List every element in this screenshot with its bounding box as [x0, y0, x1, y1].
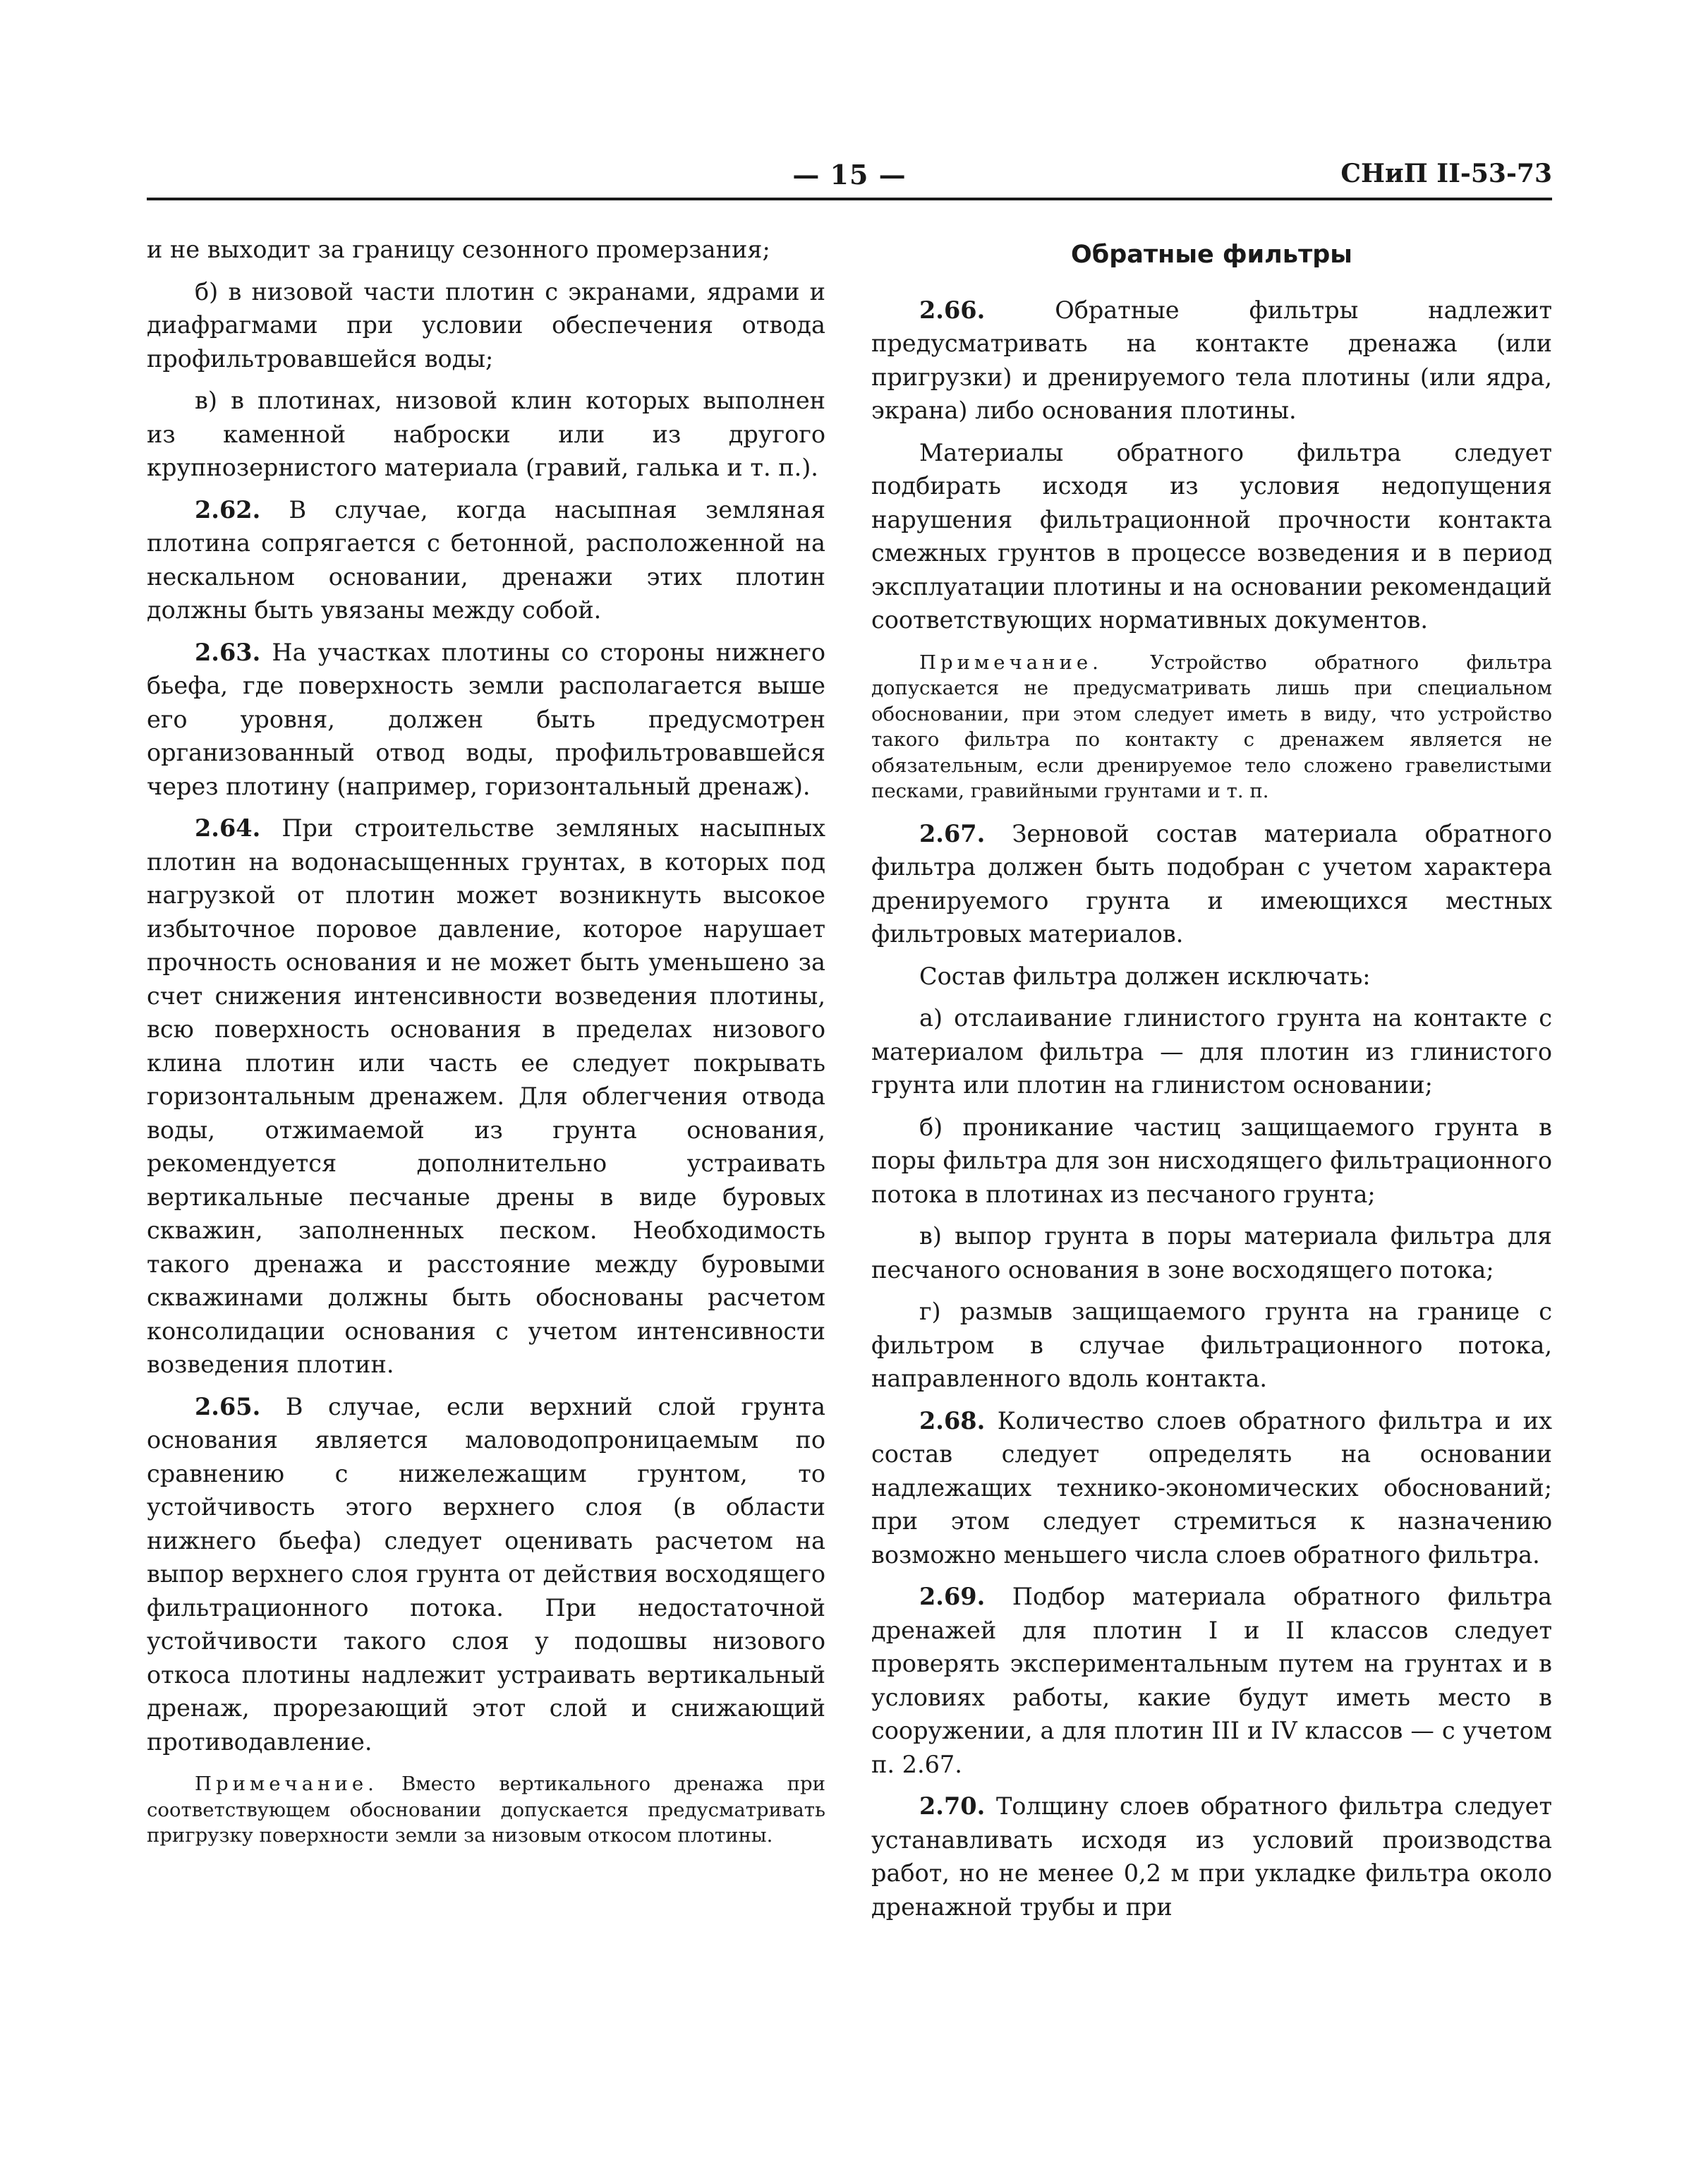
paragraph: Материалы обратного фильтра следует подбирать исходя из условия недопущения нарушения фильтрационной прочности контакта смежных грунтов в процессе возведения и в период эксплуатации плотины и на основании рекомендаций соответствующих нормативных документов.: [871, 438, 1552, 634]
clause-number: 2.63.: [195, 638, 261, 666]
clause-text: При строительстве земляных насыпных плотин на водонасыщенных грунтах, в которых под нагрузкой от плотин может возникнуть высокое избыточное поровое давление, которое нарушает прочность основания и не может быть уменьшено за счет снижения интенсивности возведения плотины, всю поверхность основания в пределах низового клина плотин или часть ее следует покрывать горизонтальным дренажем. Для облегчения отвода воды, отжимаемой из грунта основания, рекомендуется дополнительно устраивать вертикальные песчаные дрены в виде буровых скважин, заполненных песком. Необходимость такого дренажа и расстояние между буровыми скважинами должны быть обоснованы расчетом консолидации основания с учетом интенсивности возведения плотин.: [147, 814, 826, 1378]
clause-text: Зерновой состав материала обратного фильтра должен быть подобран с учетом характера дренируемого грунта и имеющихся местных фильтровых материалов.: [871, 819, 1552, 948]
paragraph: в) в плотинах, низовой клин которых выполнен из каменной наброски или из другого крупнозернистого материала (гравий, галька и т. п.).: [147, 387, 825, 481]
clause-text: В случае, если верхний слой грунта основания является маловодопроницаемым по сравнению с нижележащим грунтом, то устойчивость этого верхнего слоя (в области нижнего бьефа) следует оценивать расчетом на выпор верхнего слоя грунта от действия восходящего фильтрационного потока. При недостаточной устойчивости такого слоя у подошвы низового откоса плотины надлежит устраивать вертикальный дренаж, прорезающий этот слой и снижающий противодавление.: [147, 1392, 825, 1756]
clause-text: Количество слоев обратного фильтра и их состав следует определять на основании надлежащих технико-экономических обоснований; при этом следует стремиться к назначению возможно меньшего числа слоев обратного фильтра.: [871, 1406, 1552, 1569]
clause-2-65: [147, 1390, 825, 1759]
clause-number: 2.68.: [919, 1406, 986, 1435]
paragraph: Состав фильтра должен исключать:: [919, 962, 1371, 990]
paragraph: и не выходит за границу сезонного промерзания;: [147, 236, 770, 263]
note-label: Примечание.: [195, 1773, 378, 1795]
clause-text: Обратные фильтры надлежит предусматривать на контакте дренажа (или пригрузки) и дренируемого тела плотины (или ядра, экрана) либо основания плотины.: [871, 296, 1552, 424]
clause-text: В случае, когда насыпная земляная плотина сопрягается с бетонной, расположенной на нескальном основании, дренажи этих плотин должны быть увязаны между собой.: [147, 495, 825, 624]
page-number: — 15 —: [792, 159, 907, 191]
header-rule: [147, 198, 1552, 200]
note-text: Вместо вертикального дренажа при соответствующем обосновании допускается предусматривать пригрузку поверхности земли за низовым откосом плотины.: [147, 1773, 825, 1847]
clause-number: 2.67.: [919, 819, 986, 847]
clause-text: Толщину слоев обратного фильтра следует устанавливать исходя из условий производства работ, но не менее 0,2 м при укладке фильтра около дренажной трубы и при: [871, 1792, 1552, 1921]
clause-number: 2.65.: [195, 1392, 261, 1420]
note: [147, 1771, 825, 1849]
clause-text: Подбор материала обратного фильтра дренажей для плотин I и II классов следует проверять экспериментальным путем на грунтах и в условиях работы, какие будут иметь место в сооружении, а для плотин III и IV классов — с учетом п. 2.67.: [871, 1583, 1552, 1778]
note: [871, 650, 1552, 804]
list-item: в) выпор грунта в поры материала фильтра для песчаного основания в зоне восходящего потока;: [871, 1222, 1552, 1284]
clause-2-69: [871, 1580, 1552, 1781]
right-column: [871, 233, 1552, 1932]
clause-2-64: [147, 811, 825, 1382]
clause-2-67: [871, 817, 1552, 951]
clause-number: 2.69.: [919, 1583, 986, 1610]
clause-number: 2.64.: [195, 814, 261, 842]
clause-number: 2.62.: [195, 495, 261, 524]
clause-number: 2.66.: [919, 296, 986, 324]
document-code: СНиП II-53-73: [1340, 159, 1552, 188]
clause-2-68: [871, 1404, 1552, 1572]
list-item: г) размыв защищаемого грунта на границе с фильтром в случае фильтрационного потока, направленного вдоль контакта.: [871, 1298, 1552, 1392]
clause-2-63: [147, 636, 825, 804]
list-item: б) проникание частиц защищаемого грунта в поры фильтра для зон нисходящего фильтрационного потока в плотинах из песчаного грунта;: [871, 1113, 1552, 1208]
clause-number: 2.70.: [919, 1792, 986, 1820]
note-text: Устройство обратного фильтра допускается не предусматривать лишь при специальном обосновании, при этом следует иметь в виду, что устройство такого фильтра по контакту с дренажем является не обязательным, если дренируемое тело сложено гравелистыми песками, гравийными грунтами и т. п.: [871, 651, 1552, 802]
note-label: Примечание.: [919, 651, 1103, 674]
section-title: Обратные фильтры: [1071, 241, 1352, 269]
clause-text: На участках плотины со стороны нижнего бьефа, где поверхность земли располагается выше его уровня, должен быть предусмотрен организованный отвод воды, профильтровавшейся через плотину (например, горизонтальный дренаж).: [147, 638, 825, 800]
left-column: [147, 233, 825, 1861]
clause-2-70: [871, 1789, 1552, 1924]
clause-2-66: [871, 294, 1552, 428]
list-item: а) отслаивание глинистого грунта на контакте с материалом фильтра — для плотин из глинистого грунта или плотин на глинистом основании;: [871, 1004, 1552, 1099]
paragraph: б) в низовой части плотин с экранами, ядрами и диафрагмами при условии обеспечения отвода профильтровавшейся воды;: [147, 277, 825, 373]
clause-2-62: [147, 493, 825, 627]
page-header: [147, 159, 1552, 201]
